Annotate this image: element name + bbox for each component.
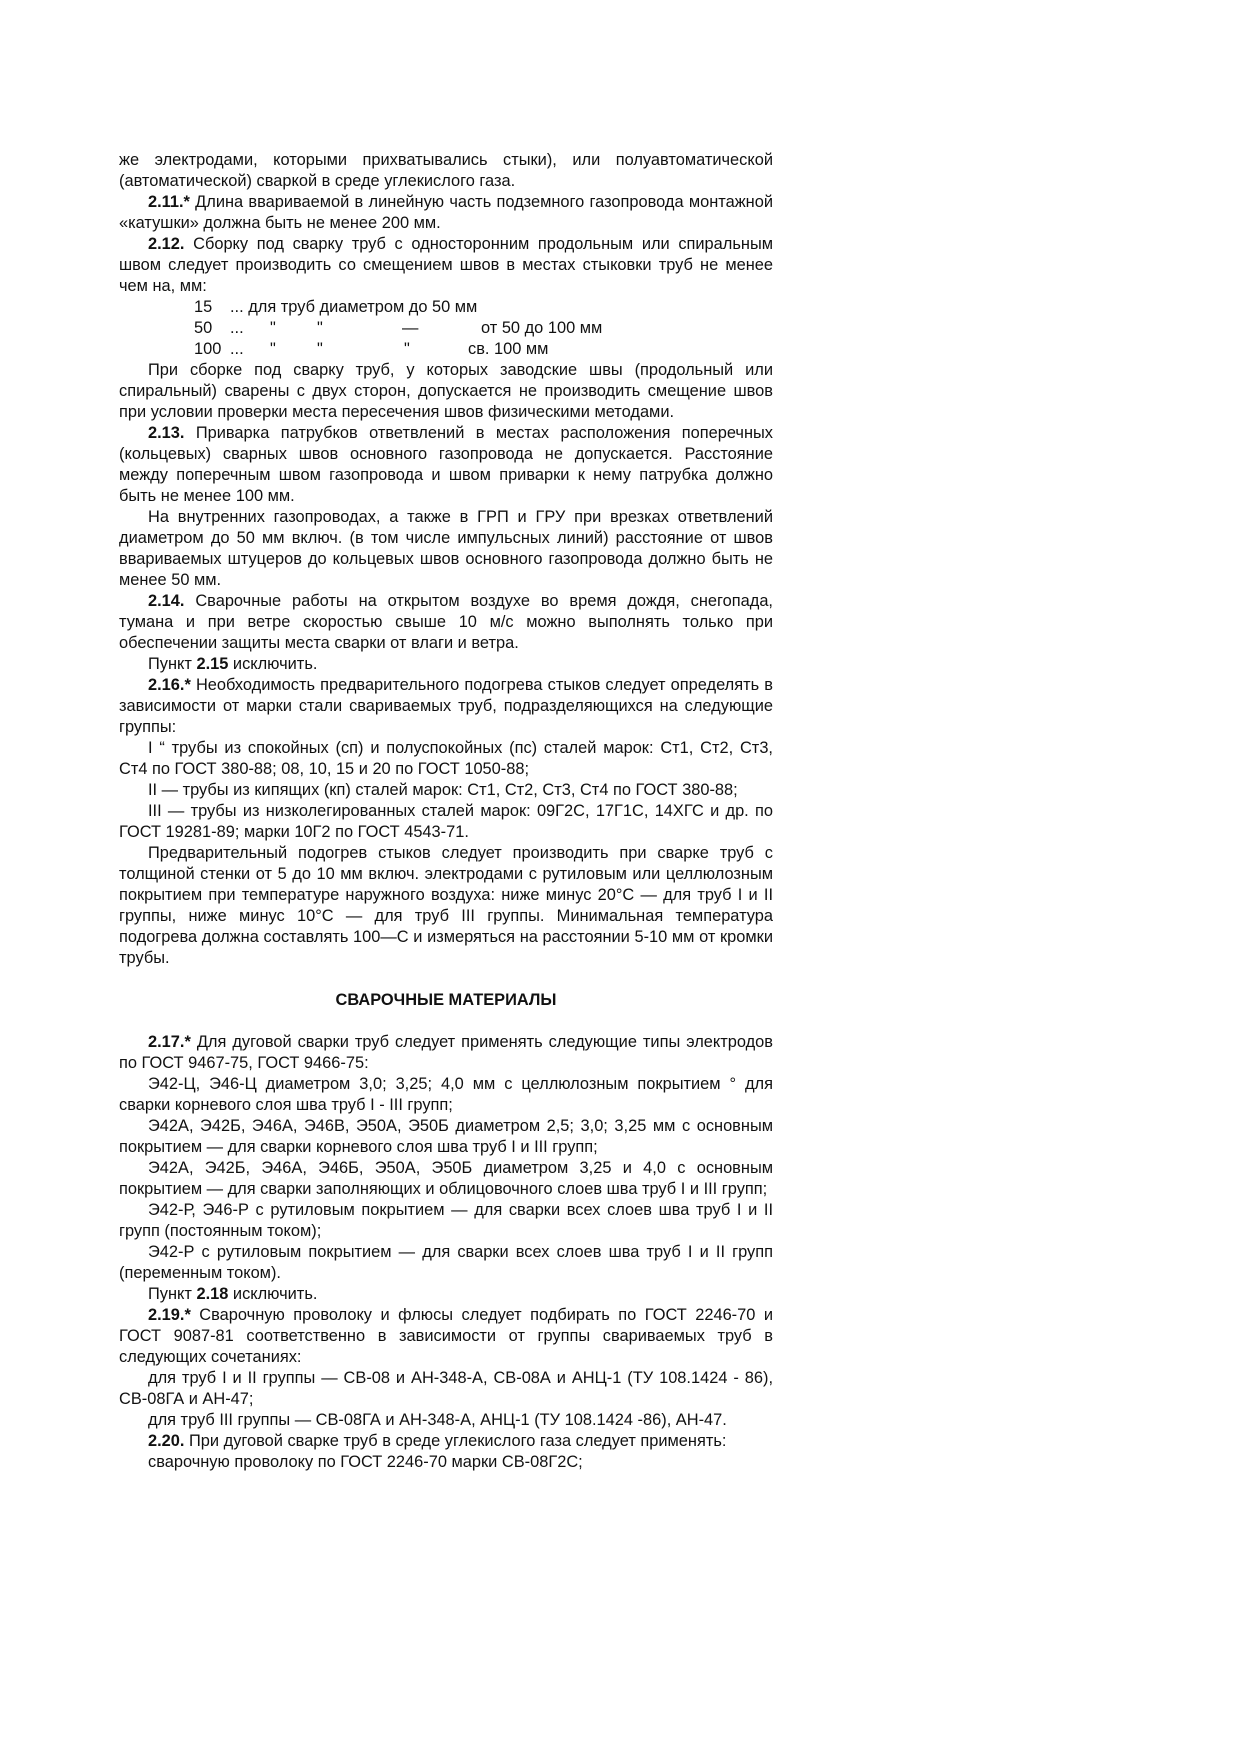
paragraph <box>119 1200 773 1242</box>
clause-number: 2.19.* <box>148 1306 191 1324</box>
document-page <box>119 150 773 1473</box>
paragraph <box>119 360 773 423</box>
paragraph-text: исключить. <box>228 1285 318 1303</box>
clause-number: 2.14. <box>148 592 185 610</box>
ditto-mark: " <box>270 340 276 358</box>
offset-value: 15 <box>194 298 213 316</box>
offset-row <box>119 318 773 339</box>
clause-number: 2.16.* <box>148 676 191 694</box>
paragraph-2-16 <box>119 675 773 738</box>
paragraph-text: При дуговой сварке труб в среде углекислого газа следует применять: <box>184 1432 727 1450</box>
paragraph <box>119 1158 773 1200</box>
clause-number: 2.13. <box>148 424 185 442</box>
paragraph-text: Пункт <box>148 1285 197 1303</box>
paragraph-2-18 <box>119 1284 773 1305</box>
clause-number: 2.12. <box>148 235 185 253</box>
ellipsis: ... <box>230 319 244 337</box>
paragraph <box>119 507 773 591</box>
paragraph-text: Э42А, Э42Б, Э46А, Э46Б, Э50А, Э50Б диаметром 3,25 и 4,0 с основным покрытием — для сварки заполняющих и облицовочного слоев шва труб I и III групп; <box>119 1159 773 1198</box>
paragraph <box>119 1368 773 1410</box>
paragraph-2-11 <box>119 192 773 234</box>
ellipsis: ... <box>230 340 244 358</box>
offset-description: от 50 до 100 мм <box>481 319 603 337</box>
paragraph-group-1 <box>119 738 773 780</box>
paragraph-text: II — трубы из кипящих (кп) сталей марок: Ст1, Ст2, Ст3, Ст4 по ГОСТ 380-88; <box>148 781 738 799</box>
paragraph-2-17 <box>119 1032 773 1074</box>
paragraph-group-3 <box>119 801 773 843</box>
paragraph-text: Э42-Р, Э46-Р с рутиловым покрытием — для сварки всех слоев шва труб I и II групп (постоянным током); <box>119 1201 773 1240</box>
paragraph-continuation <box>119 150 773 192</box>
offset-value: 100 <box>194 340 222 358</box>
paragraph-text: сварочную проволоку по ГОСТ 2246-70 марки СВ-08Г2С; <box>148 1453 583 1471</box>
paragraph-2-15 <box>119 654 773 675</box>
dash: — <box>402 319 419 337</box>
paragraph-text: III — трубы из низколегированных сталей марок: 09Г2С, 17Г1С, 14ХГС и др. по ГОСТ 19281-89; марки 10Г2 по ГОСТ 4543-71. <box>119 802 773 841</box>
section-heading: СВАРОЧНЫЕ МАТЕРИАЛЫ <box>335 991 557 1009</box>
paragraph-text: Для дуговой сварки труб следует применять следующие типы электродов по ГОСТ 9467-75, ГОСТ 9466-75: <box>119 1033 773 1072</box>
paragraph-text: для труб I и II группы — СВ-08 и АН-348-А, СВ-08А и АНЦ-1 (ТУ 108.1424 - 86), СВ-08ГА и АН-47; <box>119 1369 773 1408</box>
paragraph-2-20 <box>119 1431 773 1452</box>
paragraph-text: Э42-Ц, Э46-Ц диаметром 3,0; 3,25; 4,0 мм с целлюлозным покрытием ° для сварки корневого слоя шва труб I - III групп; <box>119 1075 773 1114</box>
paragraph-group-2 <box>119 780 773 801</box>
paragraph <box>119 1452 773 1473</box>
offset-row <box>119 297 773 318</box>
paragraph <box>119 1074 773 1116</box>
paragraph-text: На внутренних газопроводах, а также в ГРП и ГРУ при врезках ответвлений диаметром до 50 мм включ. (в том числе импульсных линий) расстояние от швов ввариваемых штуцеров до кольцевых швов основного газопровода должно быть не менее 50 мм. <box>119 508 773 589</box>
ditto-mark: " <box>317 319 323 337</box>
paragraph-text: Пункт <box>148 655 197 673</box>
paragraph-text: Сборку под сварку труб с односторонним продольным или спиральным швом следует производить со смещением швов в местах стыковки труб не менее чем на, мм: <box>119 235 773 295</box>
paragraph <box>119 843 773 969</box>
paragraph-2-13 <box>119 423 773 507</box>
paragraph-text: исключить. <box>228 655 318 673</box>
paragraph-text: Сварочную проволоку и флюсы следует подбирать по ГОСТ 2246-70 и ГОСТ 9087-81 соответственно в зависимости от группы свариваемых труб в следующих сочетаниях: <box>119 1306 773 1366</box>
paragraph-text: I “ трубы из спокойных (сп) и полуспокойных (пс) сталей марок: Ст1, Ст2, Ст3, Ст4 по ГОСТ 380-88; 08, 10, 15 и 20 по ГОСТ 1050-88; <box>119 739 773 778</box>
paragraph-text: Длина ввариваемой в линейную часть подземного газопровода монтажной «катушки» должна быть не менее 200 мм. <box>119 193 773 232</box>
clause-number: 2.15 <box>196 655 229 673</box>
paragraph-text: Э42А, Э42Б, Э46А, Э46В, Э50А, Э50Б диаметром 2,5; 3,0; 3,25 мм с основным покрытием — для сварки корневого слоя шва труб I и III групп; <box>119 1117 773 1156</box>
ditto-mark: " <box>270 319 276 337</box>
paragraph-text: же электродами, которыми прихватывались стыки), или полуавтоматической (автоматической) сваркой в среде углекислого газа. <box>119 151 773 190</box>
offset-row <box>119 339 773 360</box>
clause-number: 2.18 <box>196 1285 229 1303</box>
offset-table <box>119 297 773 360</box>
paragraph-2-14 <box>119 591 773 654</box>
paragraph <box>119 1242 773 1284</box>
offset-value: 50 <box>194 319 213 337</box>
paragraph-text: Предварительный подогрев стыков следует производить при сварке труб с толщиной стенки от 5 до 10 мм включ. электродами с рутиловым или целлюлозным покрытием при температуре наружного воздуха: ниже минус 20°С — для труб I и II группы, ниже минус 10°С — для труб III группы. Минимальная температура подогрева должна составлять 100—С и измеряться на расстоянии 5-10 мм от кромки трубы. <box>119 844 773 967</box>
paragraph-2-19 <box>119 1305 773 1368</box>
paragraph-text: Э42-Р с рутиловым покрытием — для сварки всех слоев шва труб I и II групп (переменным током). <box>119 1243 773 1282</box>
paragraph-text: При сборке под сварку труб, у которых заводские швы (продольный или спиральный) сварены с двух сторон, допускается не производить смещение швов при условии проверки места пересечения швов физическими методами. <box>119 361 773 421</box>
paragraph <box>119 1410 773 1431</box>
paragraph <box>119 1116 773 1158</box>
paragraph-2-12 <box>119 234 773 297</box>
ditto-mark: " <box>317 340 323 358</box>
clause-number: 2.20. <box>148 1432 185 1450</box>
paragraph-text: Сварочные работы на открытом воздухе во время дождя, снегопада, тумана и при ветре скоростью свыше 10 м/с можно выполнять только при обеспечении защиты места сварки от влаги и ветра. <box>119 592 773 652</box>
clause-number: 2.17.* <box>148 1033 191 1051</box>
ditto-mark: " <box>404 340 410 358</box>
paragraph-text: для труб III группы — СВ-08ГА и АН-348-А, АНЦ-1 (ТУ 108.1424 -86), АН-47. <box>148 1411 727 1429</box>
offset-description: св. 100 мм <box>468 340 549 358</box>
paragraph-text: Приварка патрубков ответвлений в местах расположения поперечных (кольцевых) сварных швов основного газопровода не допускается. Расстояние между поперечным швом газопровода и швом приварки к нему патрубка должно быть не менее 100 мм. <box>119 424 773 505</box>
paragraph-text: Необходимость предварительного подогрева стыков следует определять в зависимости от марки стали свариваемых труб, подразделяющихся на следующие группы: <box>119 676 773 736</box>
offset-description: ... для труб диаметром до 50 мм <box>230 298 478 316</box>
clause-number: 2.11.* <box>148 193 190 211</box>
